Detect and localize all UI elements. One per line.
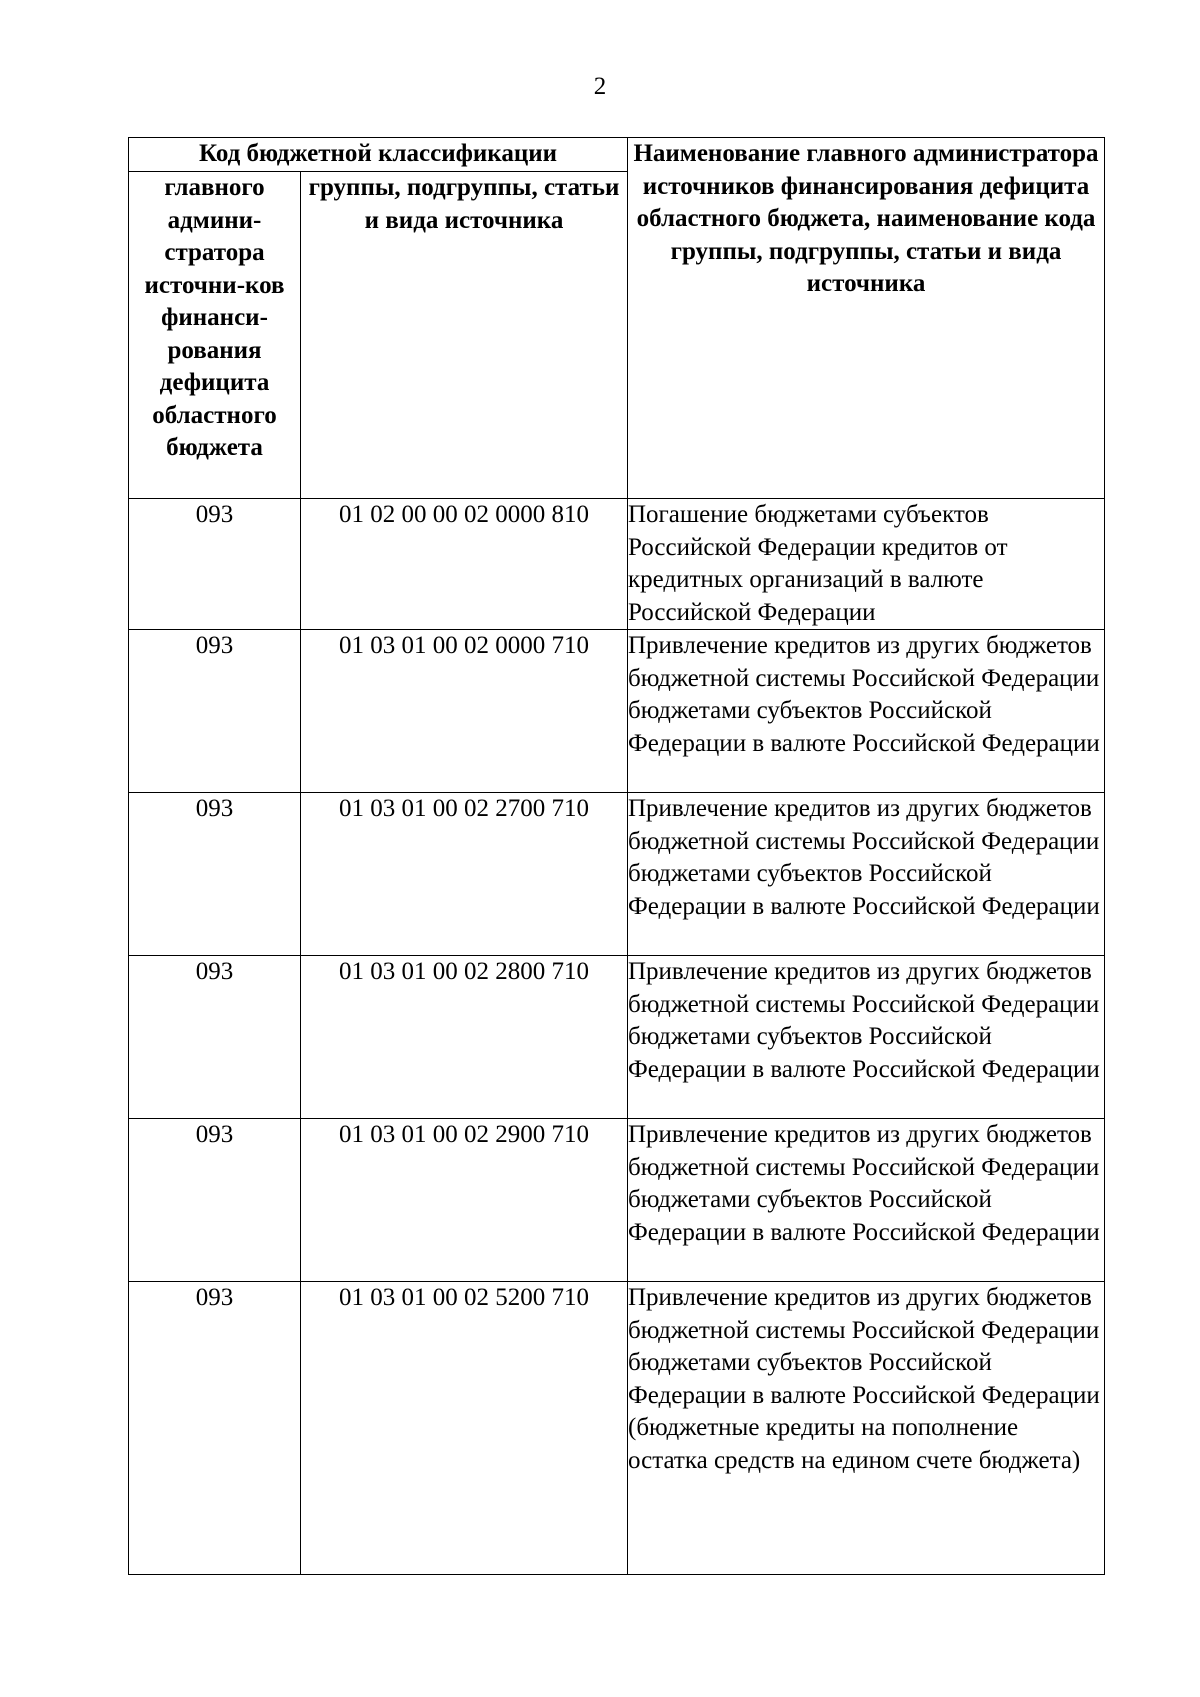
description-cell: Привлечение кредитов из других бюджетов бюджетной системы Российской Федерации бюджетами субъектов Российской Федерации в валюте Российской Федерации bbox=[628, 630, 1105, 793]
table-row bbox=[129, 1282, 1105, 1575]
kbk-code-cell: 01 03 01 00 02 0000 710 bbox=[301, 630, 628, 793]
description-cell: Привлечение кредитов из других бюджетов бюджетной системы Российской Федерации бюджетами субъектов Российской Федерации в валюте Российской Федерации bbox=[628, 1119, 1105, 1282]
admin-code-cell: 093 bbox=[129, 956, 301, 1119]
table-header-row bbox=[129, 138, 1105, 172]
admin-code-cell: 093 bbox=[129, 793, 301, 956]
header-kbk-title: Код бюджетной классификации bbox=[129, 138, 628, 172]
kbk-code-cell: 01 03 01 00 02 2700 710 bbox=[301, 793, 628, 956]
table-row bbox=[129, 1119, 1105, 1282]
kbk-code-cell: 01 03 01 00 02 5200 710 bbox=[301, 1282, 628, 1575]
budget-classification-table bbox=[128, 137, 1105, 1575]
table-row bbox=[129, 956, 1105, 1119]
kbk-code-cell: 01 03 01 00 02 2900 710 bbox=[301, 1119, 628, 1282]
table-row bbox=[129, 793, 1105, 956]
description-cell: Привлечение кредитов из других бюджетов бюджетной системы Российской Федерации бюджетами субъектов Российской Федерации в валюте Российской Федерации (бюджетные кредиты на пополнение остатка средств на едином счете бюджета) bbox=[628, 1282, 1105, 1575]
description-cell: Привлечение кредитов из других бюджетов бюджетной системы Российской Федерации бюджетами субъектов Российской Федерации в валюте Российской Федерации bbox=[628, 793, 1105, 956]
kbk-code-cell: 01 02 00 00 02 0000 810 bbox=[301, 499, 628, 630]
admin-code-cell: 093 bbox=[129, 1119, 301, 1282]
table-row bbox=[129, 630, 1105, 793]
page-number: 2 bbox=[593, 73, 607, 100]
header-col-name: Наименование главного администратора источников финансирования дефицита областного бюджета, наименование кода группы, подгруппы, статьи и вида источника bbox=[628, 138, 1105, 499]
table-row bbox=[129, 499, 1105, 630]
admin-code-cell: 093 bbox=[129, 630, 301, 793]
admin-code-cell: 093 bbox=[129, 499, 301, 630]
header-col-group: группы, подгруппы, статьи и вида источника bbox=[301, 172, 628, 499]
description-cell: Погашение бюджетами субъектов Российской Федерации кредитов от кредитных организаций в валюте Российской Федерации bbox=[628, 499, 1105, 630]
admin-code-cell: 093 bbox=[129, 1282, 301, 1575]
header-col-admin: главного админи-стратора источни-ков финанси-рования дефицита областного бюджета bbox=[129, 172, 301, 499]
kbk-code-cell: 01 03 01 00 02 2800 710 bbox=[301, 956, 628, 1119]
description-cell: Привлечение кредитов из других бюджетов бюджетной системы Российской Федерации бюджетами субъектов Российской Федерации в валюте Российской Федерации bbox=[628, 956, 1105, 1119]
